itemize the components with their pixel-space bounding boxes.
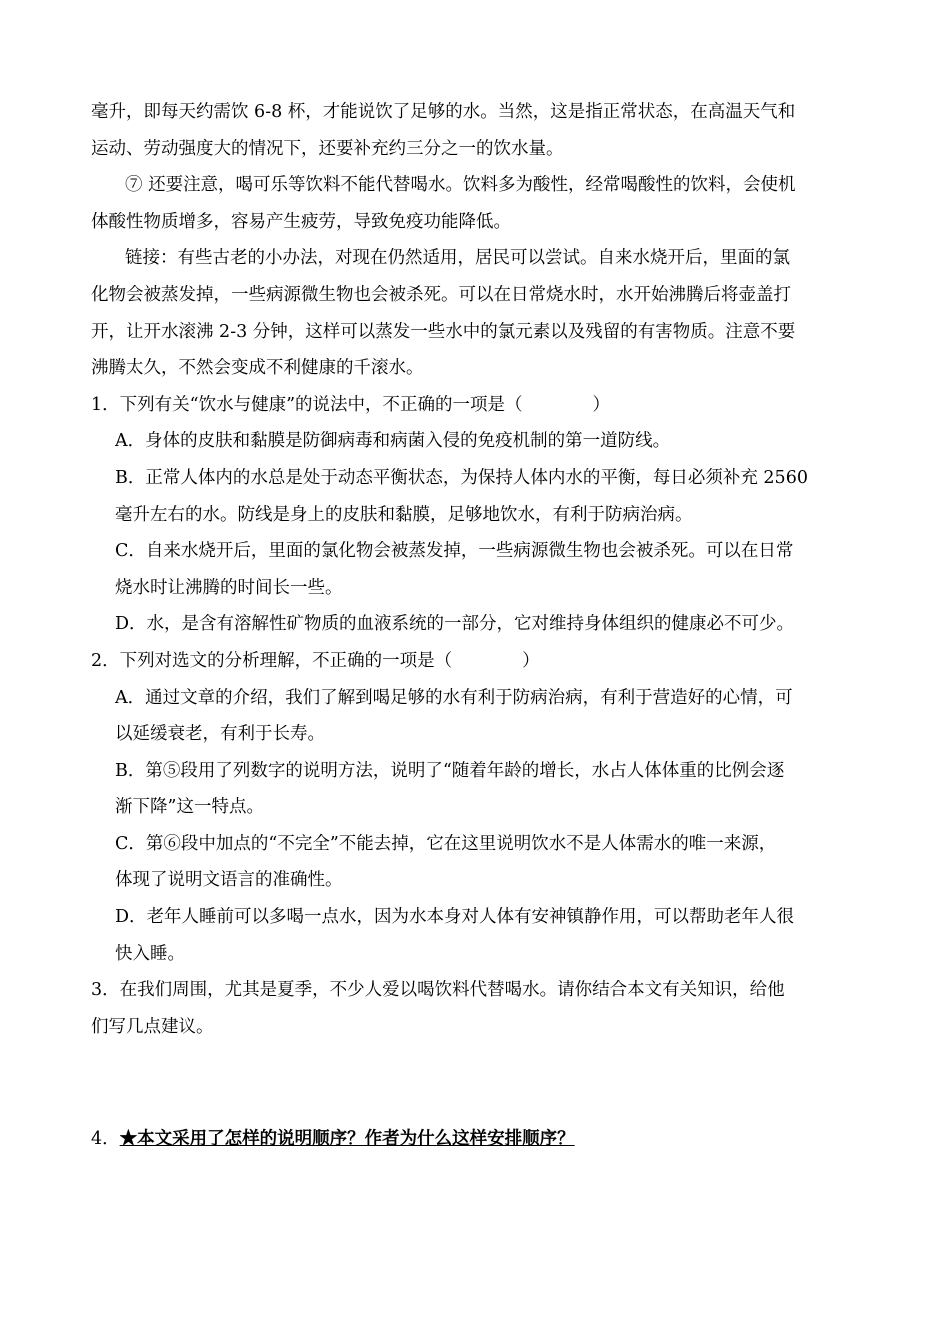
question-1-option-c-line1: C．自来水烧开后，里面的氯化物会被蒸发掉，一些病源微生物也会被杀死。可以在日常 xyxy=(115,541,794,562)
passage-p7-line2: 体酸性物质增多，容易产生疲劳，导致免疫功能降低。 xyxy=(91,211,511,232)
question-3-line1: 3．在我们周围，尤其是夏季，不少人爱以喝饮料代替喝水。请你结合本文有关知识，给他 xyxy=(91,980,785,1001)
question-2-option-c-line1: C．第⑥段中加点的“不完全”不能去掉，它在这里说明饮水不是人体需水的唯一来源， xyxy=(115,833,777,854)
question-2-option-b-line2: 渐下降”这一特点。 xyxy=(115,797,264,818)
passage-p7-line1: ⑦ 还要注意，喝可乐等饮料不能代替喝水。饮料多为酸性，经常喝酸性的饮料，会使机 xyxy=(125,175,796,196)
question-1-option-b-line1: B．正常人体内的水总是处于动态平衡状态，为保持人体内水的平衡，每日必须补充 2560 xyxy=(115,467,808,488)
question-2-option-d-line2: 快入睡。 xyxy=(115,943,185,964)
question-3-line2: 们写几点建议。 xyxy=(91,1016,214,1037)
question-1-option-c-line2: 烧水时让沸腾的时间长一些。 xyxy=(115,577,343,598)
passage-link-line3: 开，让开水滚沸 2-3 分钟，这样可以蒸发一些水中的氯元素以及残留的有害物质。注意不要 xyxy=(91,321,796,342)
question-4 xyxy=(91,1121,575,1157)
question-1-option-b-line2: 毫升左右的水。防线是身上的皮肤和黏膜，足够地饮水，有利于防病治病。 xyxy=(115,504,693,525)
question-2-option-c-line2: 体现了说明文语言的准确性。 xyxy=(115,870,343,891)
passage-link-line4: 沸腾太久，不然会变成不利健康的千滚水。 xyxy=(91,358,424,379)
document-body xyxy=(91,94,861,1045)
question-2-stem: 2．下列对选文的分析理解，不正确的一项是（ ） xyxy=(91,650,540,671)
question-4-text: ★本文采用了怎样的说明顺序？作者为什么这样安排顺序？ xyxy=(119,1129,575,1149)
question-2-option-d-line1: D．老年人睡前可以多喝一点水，因为水本身对人体有安神镇静作用，可以帮助老年人很 xyxy=(115,907,795,928)
question-1-stem: 1．下列有关“饮水与健康”的说法中，不正确的一项是（ ） xyxy=(91,394,611,415)
passage-p6-line2: 运动、劳动强度大的情况下，还要补充约三分之一的饮水量。 xyxy=(91,138,564,159)
question-2-option-b-line1: B．第⑤段用了列数字的说明方法，说明了“随着年龄的增长，水占人体体重的比例会逐 xyxy=(115,760,785,781)
passage-link-line2: 化物会被蒸发掉，一些病源微生物也会被杀死。可以在日常烧水时，水开始沸腾后将壶盖打 xyxy=(91,284,791,305)
question-1-option-d: D．水，是含有溶解性矿物质的血液系统的一部分，它对维持身体组织的健康必不可少。 xyxy=(115,614,795,635)
question-4-number: 4． xyxy=(91,1129,120,1149)
question-2-option-a-line2: 以延缓衰老，有利于长寿。 xyxy=(115,724,325,745)
passage-p6-line1: 毫升，即每天约需饮 6-8 杯，才能说饮了足够的水。当然，这是指正常状态，在高温天气和 xyxy=(91,102,796,122)
question-2-option-a-line1: A．通过文章的介绍，我们了解到喝足够的水有利于防病治病，有利于营造好的心情，可 xyxy=(115,687,793,708)
question-1-option-a: A．身体的皮肤和黏膜是防御病毒和病菌入侵的免疫机制的第一道防线。 xyxy=(115,431,671,452)
passage-link-line1: 链接：有些古老的小办法，对现在仍然适用，居民可以尝试。自来水烧开后，里面的氯 xyxy=(125,248,790,269)
